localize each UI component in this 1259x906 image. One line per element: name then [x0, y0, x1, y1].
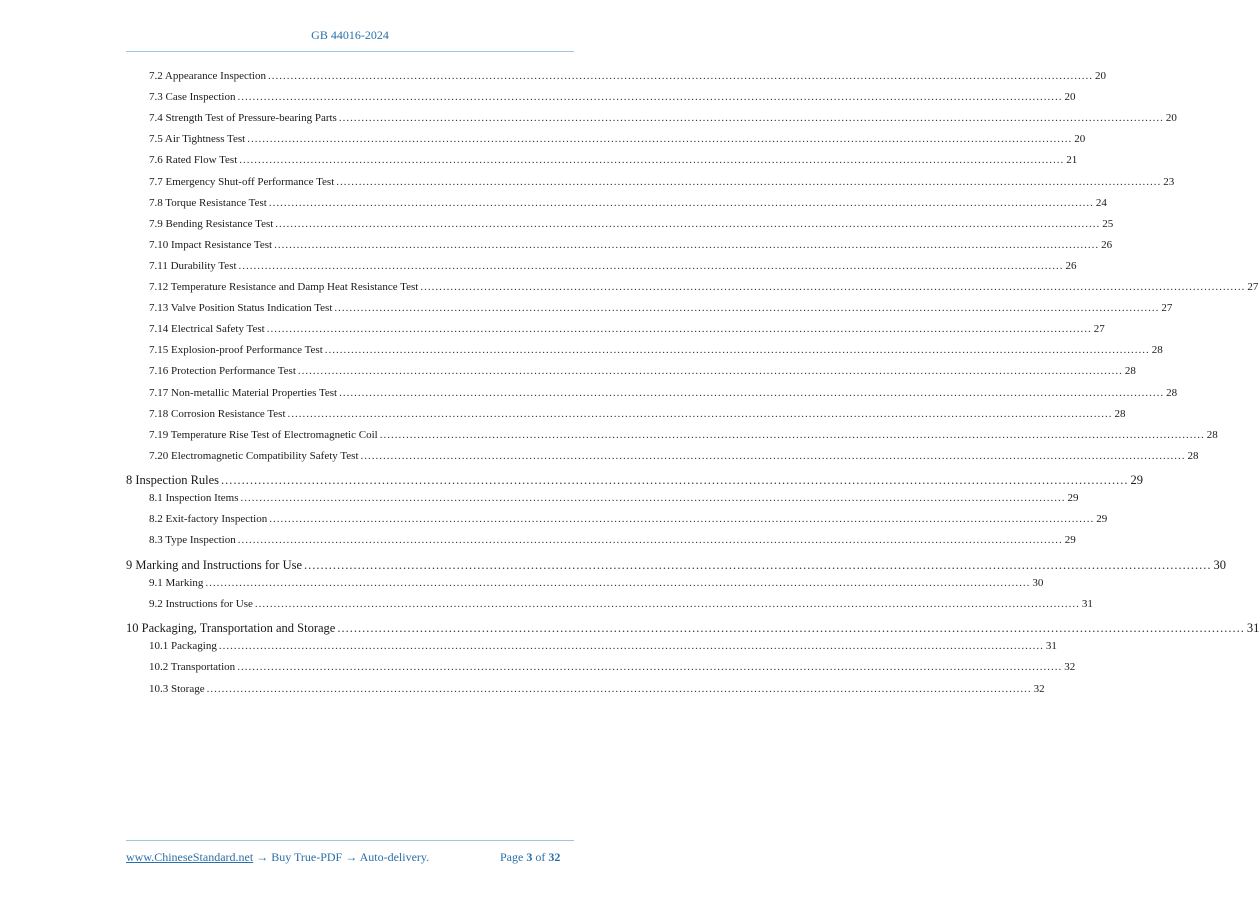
- toc-section-entry[interactable]: [149, 238, 1113, 251]
- toc-entry-page: 31: [1246, 621, 1259, 635]
- toc-entry-page: 28: [1166, 386, 1178, 399]
- arrow-right-icon: →: [345, 850, 358, 864]
- toc-section-entry[interactable]: [149, 175, 1175, 188]
- toc-dot-leader: ............................................................................................................................................................................................................................: [287, 407, 1113, 420]
- toc-dot-leader: ............................................................................................................................................................................................................................: [324, 344, 1150, 357]
- toc-section-entry[interactable]: [149, 323, 1105, 336]
- footer-divider: [126, 840, 574, 841]
- page-label: Page: [500, 850, 524, 864]
- toc-dot-leader: ............................................................................................................................................................................................................................: [254, 597, 1080, 610]
- toc-entry-page: 20: [1074, 133, 1086, 146]
- toc-entry-title: 7.6 Rated Flow Test: [149, 154, 238, 167]
- toc-dot-leader: ............................................................................................................................................................................................................................: [360, 449, 1186, 462]
- toc-section-entry[interactable]: [149, 428, 1218, 441]
- toc-section-entry[interactable]: [149, 661, 1076, 674]
- toc-entry-title: 7.17 Non-metallic Material Properties Test: [149, 386, 338, 399]
- toc-dot-leader: ............................................................................................................................................................................................................................: [269, 513, 1095, 526]
- toc-entry-page: 31: [1045, 640, 1057, 653]
- toc-dot-leader: ............................................................................................................................................................................................................................: [274, 238, 1100, 251]
- website-link[interactable]: www.ChineseStandard.net: [126, 850, 254, 864]
- toc-dot-leader: ............................................................................................................................................................................................................................: [267, 70, 1093, 82]
- toc-entry-page: 29: [1130, 472, 1144, 487]
- toc-section-entry[interactable]: [149, 302, 1173, 315]
- toc-entry-title: 10.2 Transportation: [149, 661, 236, 674]
- toc-dot-leader: ............................................................................................................................................................................................................................: [206, 682, 1032, 695]
- toc-entry-title: 10 Packaging, Transportation and Storage: [126, 621, 336, 635]
- toc-entry-title: 7.5 Air Tightness Test: [149, 133, 246, 146]
- toc-entry-title: 9.2 Instructions for Use: [149, 597, 253, 610]
- toc-entry-page: 28: [1114, 407, 1126, 420]
- toc-entry-page: 27: [1247, 281, 1259, 293]
- toc-entry-title: 7.9 Bending Resistance Test: [149, 217, 274, 230]
- toc-dot-leader: ............................................................................................................................................................................................................................: [336, 175, 1162, 188]
- toc-section-entry[interactable]: [149, 344, 1163, 357]
- toc-entry-page: 26: [1101, 238, 1113, 251]
- toc-section-entry[interactable]: [149, 154, 1078, 167]
- toc-entry-title: 7.4 Strength Test of Pressure-bearing Parts: [149, 112, 337, 125]
- toc-section-entry[interactable]: [149, 449, 1199, 462]
- header-divider: [126, 51, 574, 52]
- toc-entry-title: 7.3 Case Inspection: [149, 91, 236, 104]
- toc-entry-page: 30: [1213, 557, 1227, 572]
- auto-delivery-text: Auto-delivery.: [359, 850, 430, 864]
- toc-chapter-entry[interactable]: [126, 557, 1227, 573]
- toc-entry-title: 8.2 Exit-factory Inspection: [149, 513, 268, 526]
- toc-section-entry[interactable]: [149, 513, 1108, 526]
- toc-chapter-entry[interactable]: [126, 472, 1144, 488]
- toc-entry-page: 20: [1165, 112, 1177, 125]
- toc-dot-leader: ............................................................................................................................................................................................................................: [247, 133, 1073, 146]
- toc-entry-title: 7.15 Explosion-proof Performance Test: [149, 344, 323, 357]
- toc-entry-page: 30: [1032, 576, 1044, 589]
- toc-dot-leader: ............................................................................................................................................................................................................................: [268, 196, 1094, 209]
- toc-dot-leader: ............................................................................................................................................................................................................................: [304, 557, 1212, 572]
- toc-section-entry[interactable]: [149, 70, 1106, 82]
- toc-entry-page: 20: [1064, 91, 1076, 104]
- toc-entry-title: 7.19 Temperature Rise Test of Electromagnetic Coil: [149, 428, 378, 441]
- toc-section-entry[interactable]: [149, 386, 1178, 399]
- toc-entry-page: 29: [1067, 492, 1079, 505]
- buy-pdf-text: Buy True-PDF: [271, 850, 343, 864]
- toc-dot-leader: ............................................................................................................................................................................................................................: [275, 217, 1101, 230]
- toc-entry-title: 7.2 Appearance Inspection: [149, 70, 266, 82]
- toc-section-entry[interactable]: [149, 91, 1076, 104]
- toc-entry-title: 7.10 Impact Resistance Test: [149, 238, 273, 251]
- toc-entry-title: 7.12 Temperature Resistance and Damp Heat Resistance Test: [149, 281, 419, 293]
- toc-dot-leader: ............................................................................................................................................................................................................................: [237, 661, 1063, 674]
- toc-section-entry[interactable]: [149, 534, 1076, 547]
- toc-entry-page: 32: [1033, 682, 1045, 695]
- toc-section-entry[interactable]: [149, 576, 1044, 589]
- toc-entry-title: 10.1 Packaging: [149, 640, 217, 653]
- document-header: [0, 28, 700, 43]
- toc-entry-page: 29: [1096, 513, 1108, 526]
- toc-entry-page: 23: [1163, 175, 1175, 188]
- toc-section-entry[interactable]: [149, 682, 1045, 695]
- toc-entry-page: 21: [1066, 154, 1078, 167]
- page-total: 32: [548, 850, 561, 864]
- toc-entry-title: 7.13 Valve Position Status Indication Test: [149, 302, 333, 315]
- toc-dot-leader: ............................................................................................................................................................................................................................: [239, 154, 1065, 167]
- toc-entry-title: 8.3 Type Inspection: [149, 534, 236, 547]
- toc-dot-leader: ............................................................................................................................................................................................................................: [338, 112, 1164, 125]
- page-of: of: [535, 850, 546, 864]
- page-current: 3: [526, 850, 533, 864]
- toc-entry-page: 25: [1102, 217, 1114, 230]
- toc-section-entry[interactable]: [149, 640, 1057, 653]
- document-id: GB 44016-2024: [311, 28, 389, 42]
- toc-entry-page: 32: [1064, 661, 1076, 674]
- toc-dot-leader: ............................................................................................................................................................................................................................: [339, 386, 1165, 399]
- toc-entry-page: 26: [1065, 259, 1077, 272]
- toc-dot-leader: ............................................................................................................................................................................................................................: [237, 534, 1063, 547]
- toc-section-entry[interactable]: [149, 112, 1177, 125]
- toc-entry-page: 27: [1161, 302, 1173, 315]
- toc-entry-title: 7.14 Electrical Safety Test: [149, 323, 265, 336]
- toc-dot-leader: ............................................................................................................................................................................................................................: [334, 302, 1160, 315]
- toc-entry-page: 20: [1094, 70, 1106, 82]
- toc-section-entry[interactable]: [149, 492, 1079, 505]
- toc-dot-leader: ............................................................................................................................................................................................................................: [420, 281, 1246, 293]
- toc-entry-title: 9.1 Marking: [149, 576, 204, 589]
- toc-entry-title: 7.11 Durability Test: [149, 259, 237, 272]
- toc-dot-leader: ............................................................................................................................................................................................................................: [238, 259, 1064, 272]
- toc-section-entry[interactable]: [149, 281, 1259, 293]
- toc-section-entry[interactable]: [149, 597, 1093, 610]
- toc-entry-page: 28: [1151, 344, 1163, 357]
- toc-entry-page: 29: [1064, 534, 1076, 547]
- toc-entry-title: 7.20 Electromagnetic Compatibility Safety Test: [149, 449, 359, 462]
- toc-entry-page: 28: [1124, 365, 1136, 378]
- toc-entry-page: 28: [1187, 449, 1199, 462]
- toc-entry-title: 8.1 Inspection Items: [149, 492, 239, 505]
- toc-chapter-entry[interactable]: [126, 621, 1259, 636]
- toc-section-entry[interactable]: [149, 133, 1086, 146]
- footer-promo: [126, 850, 429, 865]
- toc-section-entry[interactable]: [149, 196, 1107, 209]
- toc-entry-title: 7.16 Protection Performance Test: [149, 365, 296, 378]
- toc-section-entry[interactable]: [149, 365, 1136, 378]
- toc-entry-page: 27: [1093, 323, 1105, 336]
- toc-dot-leader: ............................................................................................................................................................................................................................: [297, 365, 1123, 378]
- toc-dot-leader: ............................................................................................................................................................................................................................: [218, 640, 1044, 653]
- toc-dot-leader: ............................................................................................................................................................................................................................: [337, 621, 1245, 635]
- toc-dot-leader: ............................................................................................................................................................................................................................: [205, 576, 1031, 589]
- toc-section-entry[interactable]: [149, 407, 1126, 420]
- toc-dot-leader: ............................................................................................................................................................................................................................: [237, 91, 1063, 104]
- toc-entry-page: 24: [1095, 196, 1107, 209]
- toc-dot-leader: ............................................................................................................................................................................................................................: [240, 492, 1066, 505]
- toc-entry-title: 7.18 Corrosion Resistance Test: [149, 407, 286, 420]
- toc-dot-leader: ............................................................................................................................................................................................................................: [221, 472, 1129, 487]
- page-indicator: [500, 850, 560, 865]
- toc-entry-title: 7.8 Torque Resistance Test: [149, 196, 267, 209]
- toc-entry-page: 28: [1206, 428, 1218, 441]
- toc-section-entry[interactable]: [149, 259, 1077, 272]
- toc-entry-title: 8 Inspection Rules: [126, 472, 220, 487]
- toc-entry-title: 7.7 Emergency Shut-off Performance Test: [149, 175, 335, 188]
- toc-section-entry[interactable]: [149, 217, 1114, 230]
- toc-entry-title: 9 Marking and Instructions for Use: [126, 557, 303, 572]
- toc-entry-page: 31: [1081, 597, 1093, 610]
- toc-dot-leader: ............................................................................................................................................................................................................................: [379, 428, 1205, 441]
- arrow-right-icon: →: [256, 850, 269, 864]
- toc-entry-title: 10.3 Storage: [149, 682, 205, 695]
- toc-dot-leader: ............................................................................................................................................................................................................................: [266, 323, 1092, 336]
